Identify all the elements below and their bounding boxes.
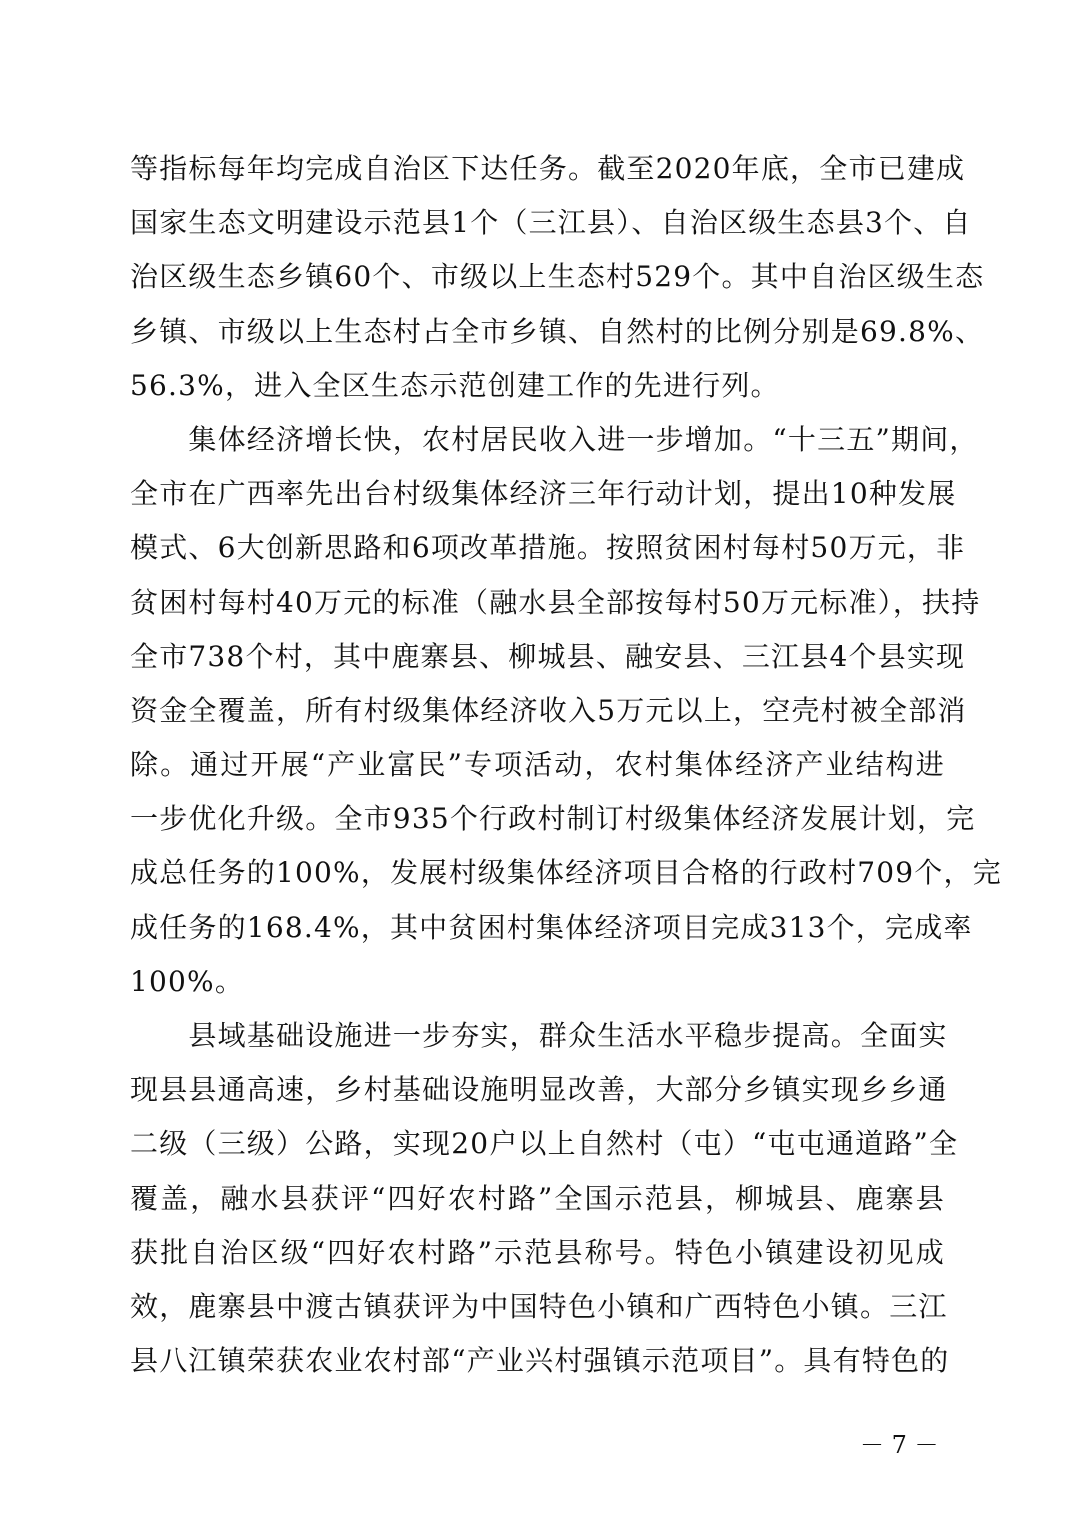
paragraph-ecology (130, 142, 985, 413)
text-line: 成总任务的100%，发展村级集体经济项目合格的行政村709个，完 (130, 856, 1002, 890)
text-line: 100%。 (130, 964, 245, 998)
page-number: － 7 － (860, 1431, 939, 1459)
text-line: 现县县通高速，乡村基础设施明显改善，大部分乡镇实现乡乡通 (130, 1073, 948, 1107)
text-line: 国家生态文明建设示范县1个（三江县）、自治区级生态县3个、自 (130, 206, 972, 240)
text-line: 获批自治区级“四好农村路”示范县称号。特色小镇建设初见成 (130, 1235, 945, 1269)
text-line: 贫困村每村40万元的标准（融水县全部按每村50万元标准），扶持 (130, 585, 981, 619)
text-line: 资金全覆盖，所有村级集体经济收入5万元以上，空壳村被全部消 (130, 693, 967, 727)
text-line: 除。通过开展“产业富民”专项活动，农村集体经济产业结构进 (130, 748, 945, 782)
text-line: 县域基础设施进一步夯实，群众生活水平稳步提高。全面实 (130, 1019, 948, 1052)
text-line: 模式、6大创新思路和6项改革措施。按照贫困村每村50万元，非 (130, 531, 966, 565)
text-line: 县八江镇荣获农业农村部“产业兴村强镇示范项目”。具有特色的 (130, 1344, 950, 1378)
text-line: 乡镇、市级以上生态村占全市乡镇、自然村的比例分别是69.8%、 (130, 314, 985, 348)
text-line: 治区级生态乡镇60个、市级以上生态村529个。其中自治区级生态 (130, 260, 985, 294)
text-line: 一步优化升级。全市935个行政村制订村级集体经济发展计划，完 (130, 802, 976, 836)
text-line: 等指标每年均完成自治区下达任务。截至2020年底，全市已建成 (130, 152, 966, 185)
body-text (130, 142, 1002, 1388)
text-line: 全市在广西率先出台村级集体经济三年行动计划，提出10种发展 (130, 477, 957, 511)
text-line: 全市738个村，其中鹿寨县、柳城县、融安县、三江县4个县实现 (130, 639, 966, 673)
text-line: 成任务的168.4%，其中贫困村集体经济项目完成313个，完成率 (130, 910, 973, 944)
text-line: 二级（三级）公路，实现20户以上自然村（屯）“屯屯通道路”全 (130, 1127, 959, 1161)
text-line: 集体经济增长快，农村居民收入进一步增加。“十三五”期间， (130, 422, 979, 456)
paragraph-collective-economy (130, 413, 1002, 1009)
paragraph-infrastructure (130, 1009, 959, 1388)
text-line: 56.3%，进入全区生态示范创建工作的先进行列。 (130, 368, 780, 402)
text-line: 覆盖，融水县获评“四好农村路”全国示范县，柳城县、鹿寨县 (130, 1181, 945, 1215)
text-line: 效，鹿寨县中渡古镇获评为中国特色小镇和广西特色小镇。三江 (130, 1289, 948, 1323)
